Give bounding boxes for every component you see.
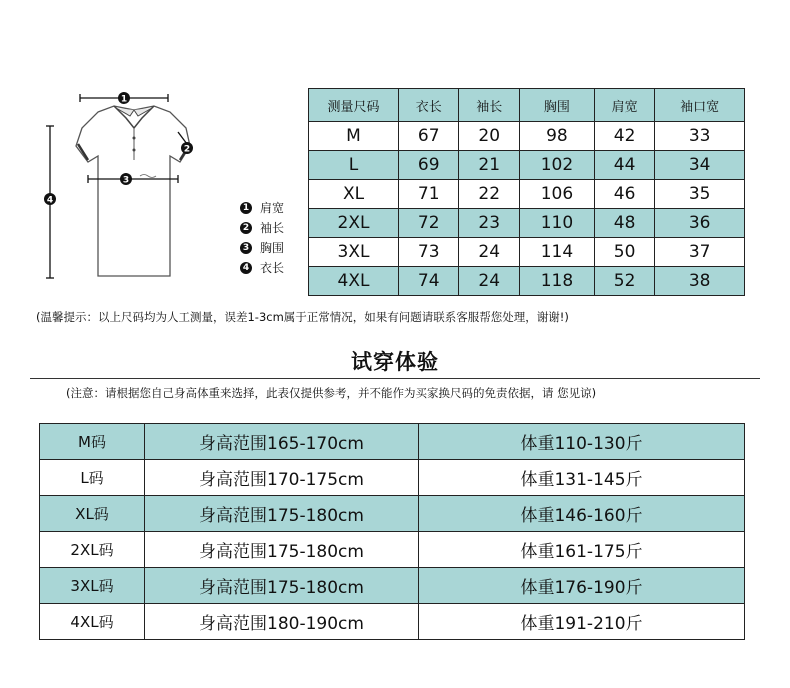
table-cell: 24 xyxy=(459,238,519,267)
weight-cell: 体重131-145斤 xyxy=(419,460,745,496)
marker-3-label: 3 xyxy=(122,175,130,186)
table-row xyxy=(40,532,745,568)
table-header-row xyxy=(309,89,745,122)
table-cell: 34 xyxy=(655,151,745,180)
table-cell: 37 xyxy=(655,238,745,267)
weight-cell: 体重176-190斤 xyxy=(419,568,745,604)
legend-item-shoulder xyxy=(240,198,284,218)
marker-2-label: 2 xyxy=(183,144,191,155)
table-cell: 71 xyxy=(399,180,459,209)
fit-section-title: 试穿体验 xyxy=(351,350,439,374)
table-cell: 36 xyxy=(655,209,745,238)
polo-shirt-illustration xyxy=(38,84,238,289)
table-cell: 102 xyxy=(519,151,594,180)
table-cell: XL xyxy=(309,180,399,209)
weight-cell: 体重110-130斤 xyxy=(419,424,745,460)
fit-guide-table xyxy=(39,423,745,640)
table-cell: 2XL xyxy=(309,209,399,238)
height-cell: 身高范围175-180cm xyxy=(145,496,419,532)
weight-cell: 体重161-175斤 xyxy=(419,532,745,568)
legend-label: 肩宽 xyxy=(260,201,285,215)
table-cell: 3XL xyxy=(309,238,399,267)
polo-shirt-diagram xyxy=(38,84,238,289)
table-row xyxy=(40,496,745,532)
table-cell: 38 xyxy=(655,267,745,296)
table-cell: 67 xyxy=(399,122,459,151)
table-cell: 72 xyxy=(399,209,459,238)
table-cell: 33 xyxy=(655,122,745,151)
table-cell: 74 xyxy=(399,267,459,296)
measurement-note: (温馨提示：以上尺码均为人工测量，误差1-3cm属于正常情况，如果有问题请联系客服帮您处理，谢谢!) xyxy=(36,310,569,324)
legend-number-icon: 3 xyxy=(240,242,252,254)
table-cell: 44 xyxy=(594,151,654,180)
table-row xyxy=(40,568,745,604)
table-row xyxy=(309,267,745,296)
fit-note: (注意：请根据您自己身高体重来选择，此表仅提供参考，并不能作为买家换尺码的免责依据，请 您见谅) xyxy=(66,386,597,400)
table-cell: 52 xyxy=(594,267,654,296)
header-cell: 肩宽 xyxy=(594,89,654,122)
weight-cell: 体重146-160斤 xyxy=(419,496,745,532)
legend-number-icon: 1 xyxy=(240,202,252,214)
header-cell: 袖口宽 xyxy=(655,89,745,122)
legend-label: 衣长 xyxy=(260,261,285,275)
table-cell: L xyxy=(309,151,399,180)
table-cell: M xyxy=(309,122,399,151)
table-cell: 69 xyxy=(399,151,459,180)
table-cell: 114 xyxy=(519,238,594,267)
weight-cell: 体重191-210斤 xyxy=(419,604,745,640)
height-cell: 身高范围175-180cm xyxy=(145,568,419,604)
table-cell: 46 xyxy=(594,180,654,209)
table-row xyxy=(309,209,745,238)
table-row xyxy=(309,180,745,209)
header-cell: 测量尺码 xyxy=(309,89,399,122)
size-cell: 2XL码 xyxy=(40,532,145,568)
table-cell: 106 xyxy=(519,180,594,209)
size-cell: 3XL码 xyxy=(40,568,145,604)
marker-4-label: 4 xyxy=(46,195,54,206)
table-row xyxy=(309,238,745,267)
size-cell: M码 xyxy=(40,424,145,460)
legend-item-chest xyxy=(240,238,284,258)
table-cell: 4XL xyxy=(309,267,399,296)
header-cell: 衣长 xyxy=(399,89,459,122)
table-row xyxy=(40,460,745,496)
measurement-legend xyxy=(240,198,284,278)
table-cell: 23 xyxy=(459,209,519,238)
table-cell: 48 xyxy=(594,209,654,238)
table-cell: 73 xyxy=(399,238,459,267)
table-cell: 42 xyxy=(594,122,654,151)
header-cell: 袖长 xyxy=(459,89,519,122)
size-chart-table xyxy=(308,88,745,296)
height-cell: 身高范围180-190cm xyxy=(145,604,419,640)
table-row xyxy=(40,424,745,460)
table-cell: 118 xyxy=(519,267,594,296)
legend-label: 胸围 xyxy=(260,241,285,255)
section-divider xyxy=(30,378,760,379)
legend-item-length xyxy=(240,258,284,278)
table-cell: 110 xyxy=(519,209,594,238)
size-cell: XL码 xyxy=(40,496,145,532)
table-cell: 98 xyxy=(519,122,594,151)
legend-label: 袖长 xyxy=(260,221,285,235)
height-cell: 身高范围165-170cm xyxy=(145,424,419,460)
legend-number-icon: 2 xyxy=(240,222,252,234)
table-row xyxy=(40,604,745,640)
height-cell: 身高范围175-180cm xyxy=(145,532,419,568)
table-cell: 35 xyxy=(655,180,745,209)
table-cell: 21 xyxy=(459,151,519,180)
table-cell: 20 xyxy=(459,122,519,151)
legend-item-sleeve xyxy=(240,218,284,238)
size-cell: L码 xyxy=(40,460,145,496)
legend-number-icon: 4 xyxy=(240,262,252,274)
size-cell: 4XL码 xyxy=(40,604,145,640)
table-row xyxy=(309,122,745,151)
header-cell: 胸围 xyxy=(519,89,594,122)
table-row xyxy=(309,151,745,180)
table-cell: 24 xyxy=(459,267,519,296)
height-cell: 身高范围170-175cm xyxy=(145,460,419,496)
table-cell: 50 xyxy=(594,238,654,267)
table-cell: 22 xyxy=(459,180,519,209)
marker-1-label: 1 xyxy=(120,94,128,105)
